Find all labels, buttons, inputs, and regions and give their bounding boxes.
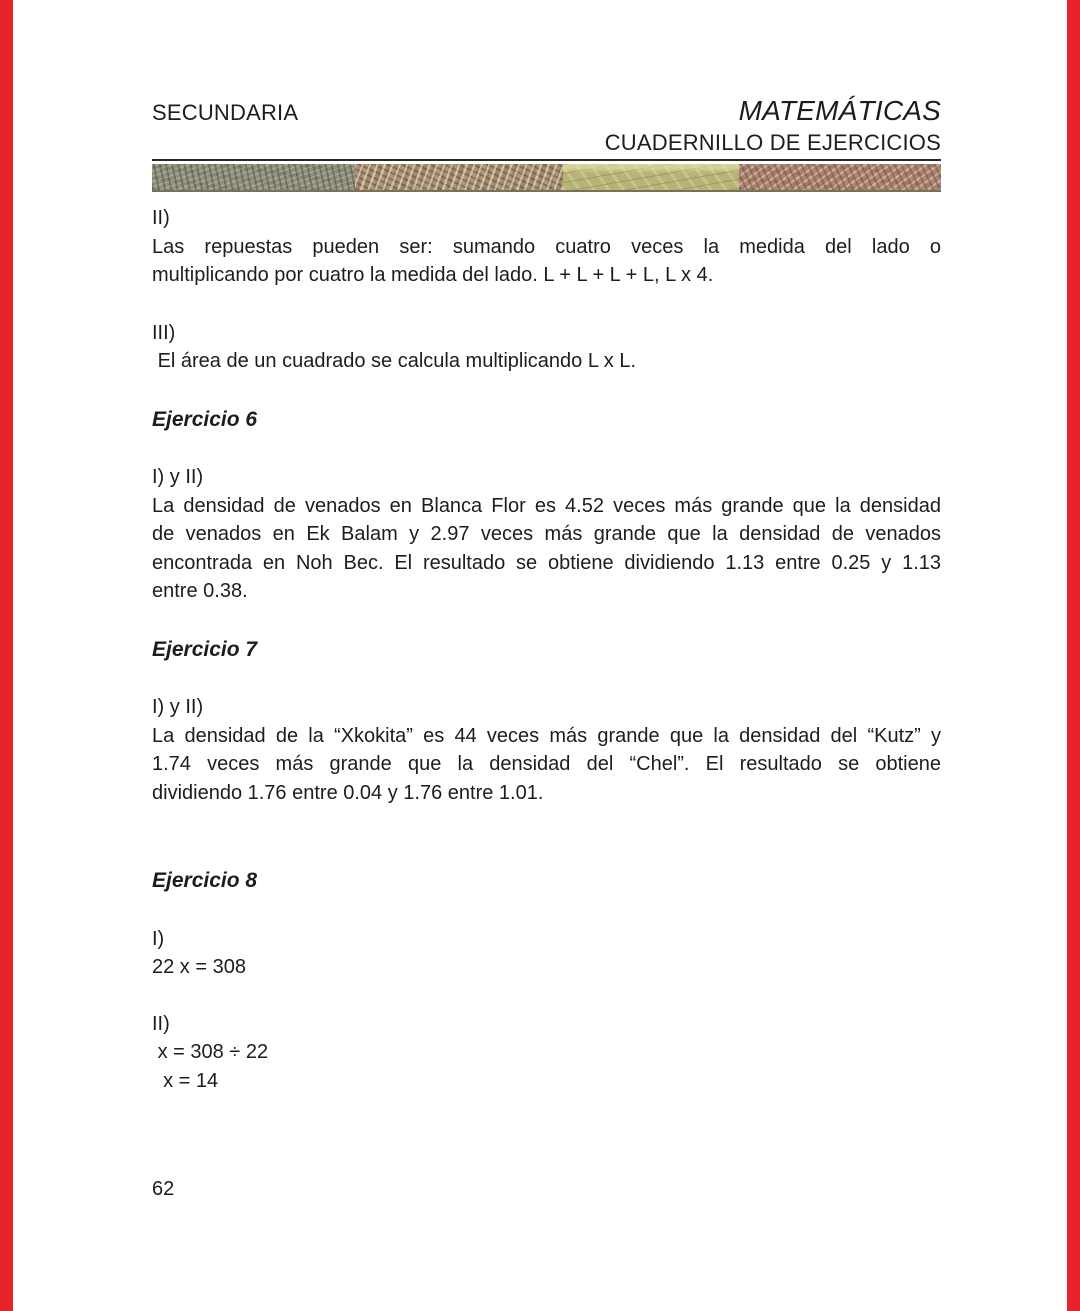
answer-label: I): [152, 927, 165, 950]
page-number: 62: [152, 1178, 175, 1200]
exercise-8-answer-i: [152, 925, 941, 982]
answer-label: III): [152, 321, 176, 344]
text-line: Las repuestas pueden ser: sumando cuatro veces la medida del lado o: [152, 235, 941, 258]
answers-body: [152, 192, 941, 1204]
equation-line: 22 x = 308: [152, 956, 246, 978]
header-subject-title: MATEMÁTICAS: [738, 95, 941, 126]
text-line: encontrada en Noh Bec. El resultado se obtiene dividiendo 1.13 entre 0.25 y 1.13: [152, 551, 941, 574]
exercise-8-heading: Ejercicio 8: [152, 869, 258, 892]
text-line: de venados en Ek Balam y 2.97 veces más grande que la densidad de venados: [152, 523, 941, 545]
text-line: La densidad de la “Xkokita” es 44 veces más grande que la densidad del “Kutz” y: [152, 724, 941, 747]
answer-label: II): [152, 1012, 170, 1035]
answer-label: I) y II): [152, 466, 204, 488]
answer-block-ii: [152, 204, 941, 290]
banner-segment-pink-marble: [739, 164, 941, 190]
exercise-7-heading: Ejercicio 7: [152, 637, 258, 661]
text-line: multiplicando por cuatro la medida del lado. L + L + L + L, L x 4.: [152, 264, 714, 286]
exercise-7-answer: [152, 693, 941, 807]
answer-label: I) y II): [152, 696, 204, 718]
exercise-6-heading: Ejercicio 6: [152, 407, 258, 431]
header-program-label: SECUNDARIA: [152, 100, 299, 125]
text-line: dividiendo 1.76 entre 0.04 y 1.76 entre 1.01.: [152, 781, 544, 804]
page-header: [152, 0, 941, 192]
exercise-8-answer-ii: [152, 1010, 941, 1096]
banner-segment-green-marble: [152, 164, 355, 190]
equation-line: x = 14: [152, 1069, 219, 1092]
answer-block-iii: [152, 319, 941, 376]
header-divider-rule: [152, 159, 941, 161]
equation-line: x = 308 ÷ 22: [152, 1041, 269, 1063]
text-line: El área de un cuadrado se calcula multiplicando L x L.: [152, 350, 636, 372]
marble-banner-image: [152, 164, 941, 192]
text-line: La densidad de venados en Blanca Flor es 4.52 veces más grande que la densidad: [152, 494, 941, 517]
text-line: entre 0.38.: [152, 580, 248, 602]
right-edge-red-bar: [1067, 0, 1080, 1311]
left-edge-red-bar: [0, 0, 13, 1311]
banner-segment-olive-stone: [563, 164, 739, 190]
header-booklet-subtitle: CUADERNILLO DE EJERCICIOS: [604, 130, 941, 155]
exercise-6-answer: [152, 463, 941, 606]
answer-label: II): [152, 207, 170, 229]
banner-segment-brown-marble: [355, 164, 563, 190]
text-line: 1.74 veces más grande que la densidad del “Chel”. El resultado se obtiene: [152, 753, 941, 775]
